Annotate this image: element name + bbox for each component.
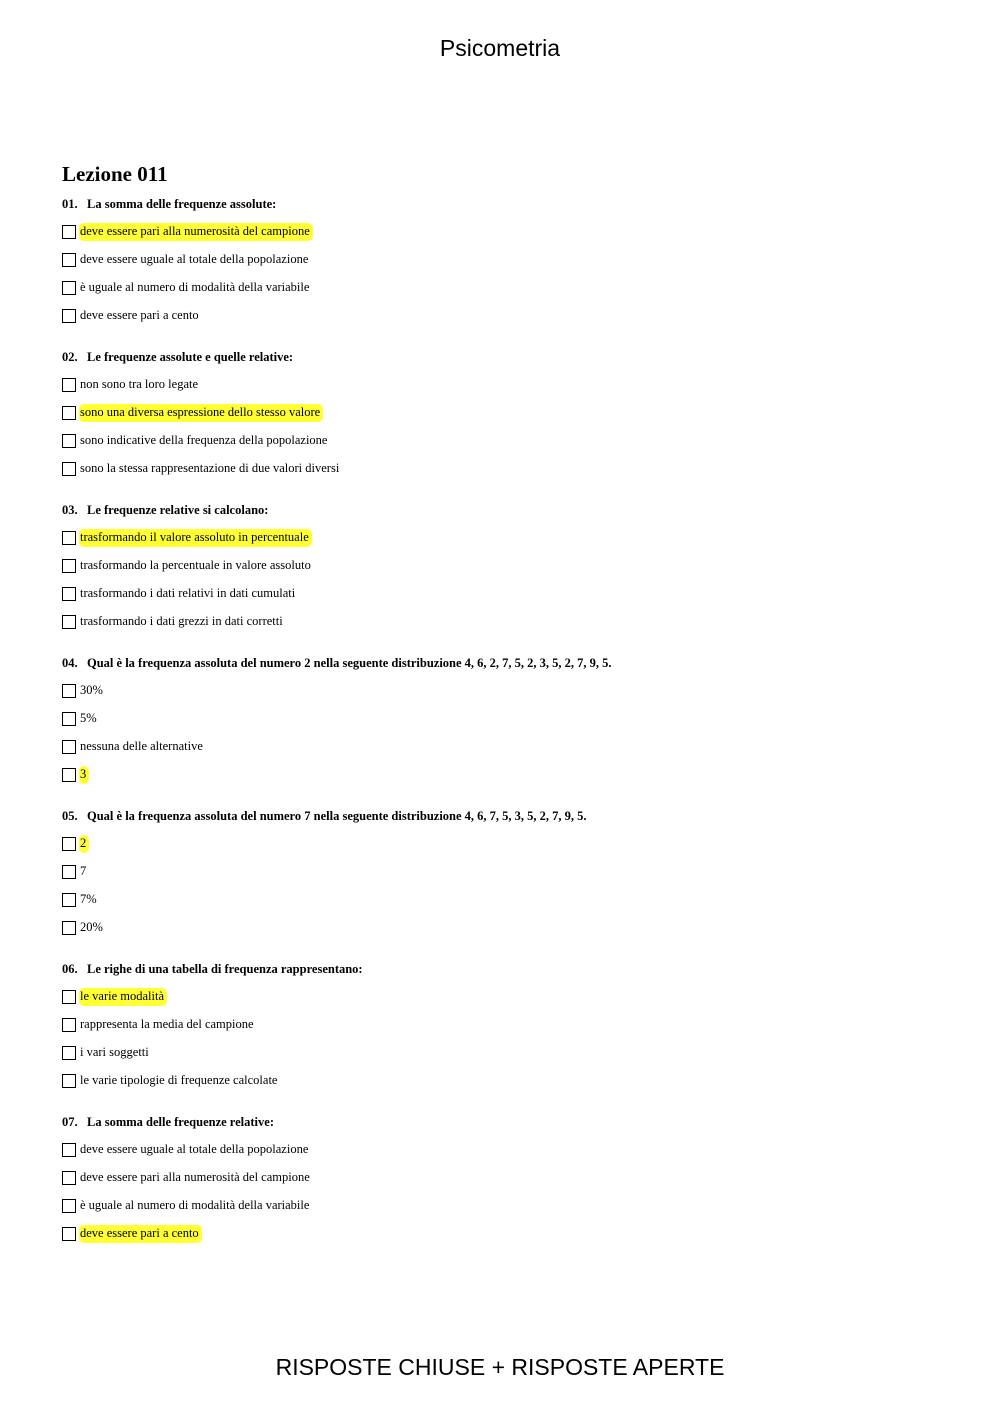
answer-checkbox[interactable]	[62, 225, 76, 239]
question-text	[62, 1114, 962, 1131]
answer-option[interactable]	[62, 455, 962, 483]
answer-checkbox[interactable]	[62, 712, 76, 726]
page-header: Psicometria	[439, 35, 561, 61]
answer-text-highlighted: deve essere pari a cento	[79, 1225, 202, 1243]
question-2	[62, 349, 962, 483]
question-prompt: Qual è la frequenza assoluta del numero 2 nella seguente distribuzione 4, 6, 2, 7, 5, 2, 3, 5, 2, 7, 9, 5.	[87, 656, 612, 670]
answer-checkbox[interactable]	[62, 684, 76, 698]
question-number: 03.	[62, 503, 78, 517]
answer-checkbox[interactable]	[62, 837, 76, 851]
answer-text: 30%	[80, 683, 103, 697]
answer-checkbox[interactable]	[62, 1171, 76, 1185]
question-prompt: La somma delle frequenze relative:	[87, 1115, 274, 1129]
answer-checkbox[interactable]	[62, 1074, 76, 1088]
answer-checkbox[interactable]	[62, 309, 76, 323]
answer-option[interactable]	[62, 677, 962, 705]
answer-option[interactable]	[62, 858, 962, 886]
answer-option[interactable]	[62, 914, 962, 942]
answer-text: trasformando i dati relativi in dati cumulati	[80, 586, 296, 600]
answer-checkbox[interactable]	[62, 434, 76, 448]
answer-option[interactable]	[62, 1039, 962, 1067]
answer-checkbox[interactable]	[62, 378, 76, 392]
answer-text: 7	[80, 864, 87, 878]
question-number: 01.	[62, 197, 78, 211]
answer-text: sono la stessa rappresentazione di due valori diversi	[80, 461, 340, 475]
question-prompt: Le frequenze assolute e quelle relative:	[87, 350, 294, 364]
answer-option[interactable]	[62, 705, 962, 733]
answer-checkbox[interactable]	[62, 893, 76, 907]
question-text	[62, 502, 962, 519]
answer-text-highlighted: sono una diversa espressione dello stesso valore	[79, 404, 323, 422]
answer-checkbox[interactable]	[62, 531, 76, 545]
answer-option[interactable]	[62, 1136, 962, 1164]
answer-checkbox[interactable]	[62, 615, 76, 629]
answer-checkbox[interactable]	[62, 1046, 76, 1060]
answer-text-highlighted: 2	[79, 835, 89, 853]
question-1	[62, 196, 962, 330]
answer-checkbox[interactable]	[62, 1227, 76, 1241]
quiz-content	[62, 160, 962, 1267]
answer-option[interactable]	[62, 1164, 962, 1192]
answer-option[interactable]	[62, 371, 962, 399]
answer-text: deve essere pari a cento	[80, 308, 199, 322]
answer-option[interactable]	[62, 886, 962, 914]
answer-option[interactable]	[62, 1220, 962, 1248]
answer-option[interactable]	[62, 302, 962, 330]
answer-text: deve essere uguale al totale della popolazione	[80, 1142, 309, 1156]
answer-option[interactable]	[62, 427, 962, 455]
answer-option[interactable]	[62, 246, 962, 274]
answer-option[interactable]	[62, 1011, 962, 1039]
answer-option[interactable]	[62, 830, 962, 858]
answer-checkbox[interactable]	[62, 281, 76, 295]
answer-text: 7%	[80, 892, 97, 906]
answer-text: è uguale al numero di modalità della variabile	[80, 280, 310, 294]
question-number: 04.	[62, 656, 78, 670]
answer-text: non sono tra loro legate	[80, 377, 199, 391]
answer-checkbox[interactable]	[62, 559, 76, 573]
answer-checkbox[interactable]	[62, 768, 76, 782]
answer-option[interactable]	[62, 983, 962, 1011]
answer-text: deve essere pari alla numerosità del campione	[80, 1170, 310, 1184]
question-number: 07.	[62, 1115, 78, 1129]
question-prompt: Qual è la frequenza assoluta del numero 7 nella seguente distribuzione 4, 6, 7, 5, 3, 5, 2, 7, 9, 5.	[87, 809, 587, 823]
question-prompt: La somma delle frequenze assolute:	[87, 197, 277, 211]
answer-text: trasformando la percentuale in valore assoluto	[80, 558, 311, 572]
answer-checkbox[interactable]	[62, 1143, 76, 1157]
answer-option[interactable]	[62, 580, 962, 608]
answer-checkbox[interactable]	[62, 990, 76, 1004]
answer-text-highlighted: deve essere pari alla numerosità del campione	[79, 223, 313, 241]
question-7	[62, 1114, 962, 1248]
answer-text: trasformando i dati grezzi in dati corretti	[80, 614, 283, 628]
question-number: 06.	[62, 962, 78, 976]
answer-text: i vari soggetti	[80, 1045, 149, 1059]
question-number: 05.	[62, 809, 78, 823]
answer-checkbox[interactable]	[62, 1199, 76, 1213]
answer-text: sono indicative della frequenza della popolazione	[80, 433, 328, 447]
answer-option[interactable]	[62, 1192, 962, 1220]
answer-text: le varie tipologie di frequenze calcolate	[80, 1073, 278, 1087]
answer-option[interactable]	[62, 524, 962, 552]
answer-checkbox[interactable]	[62, 253, 76, 267]
question-number: 02.	[62, 350, 78, 364]
answer-text-highlighted: trasformando il valore assoluto in percentuale	[79, 529, 312, 547]
answer-option[interactable]	[62, 761, 962, 789]
answer-text: 20%	[80, 920, 103, 934]
answer-checkbox[interactable]	[62, 865, 76, 879]
question-text	[62, 349, 962, 366]
question-4	[62, 655, 962, 789]
answer-text: 5%	[80, 711, 97, 725]
question-6	[62, 961, 962, 1095]
question-text	[62, 961, 962, 978]
answer-option[interactable]	[62, 608, 962, 636]
answer-option[interactable]	[62, 733, 962, 761]
answer-checkbox[interactable]	[62, 740, 76, 754]
answer-text-highlighted: le varie modalità	[79, 988, 167, 1006]
answer-checkbox[interactable]	[62, 921, 76, 935]
answer-option[interactable]	[62, 552, 962, 580]
page-footer: RISPOSTE CHIUSE + RISPOSTE APERTE	[275, 1354, 725, 1380]
answer-option[interactable]	[62, 274, 962, 302]
answer-text: è uguale al numero di modalità della variabile	[80, 1198, 310, 1212]
question-text	[62, 655, 962, 672]
question-text	[62, 196, 962, 213]
answer-option[interactable]	[62, 399, 962, 427]
answer-option[interactable]	[62, 218, 962, 246]
answer-text: nessuna delle alternative	[80, 739, 203, 753]
question-prompt: Le righe di una tabella di frequenza rappresentano:	[87, 962, 363, 976]
question-5	[62, 808, 962, 942]
answer-option[interactable]	[62, 1067, 962, 1095]
answer-text-highlighted: 3	[79, 766, 89, 784]
answer-checkbox[interactable]	[62, 406, 76, 420]
answer-checkbox[interactable]	[62, 462, 76, 476]
question-list	[62, 196, 962, 1248]
question-text	[62, 808, 962, 825]
answer-text: rappresenta la media del campione	[80, 1017, 254, 1031]
question-prompt: Le frequenze relative si calcolano:	[87, 503, 269, 517]
lesson-title: Lezione 011	[62, 162, 168, 186]
answer-text: deve essere uguale al totale della popolazione	[80, 252, 309, 266]
answer-checkbox[interactable]	[62, 587, 76, 601]
answer-checkbox[interactable]	[62, 1018, 76, 1032]
question-3	[62, 502, 962, 636]
